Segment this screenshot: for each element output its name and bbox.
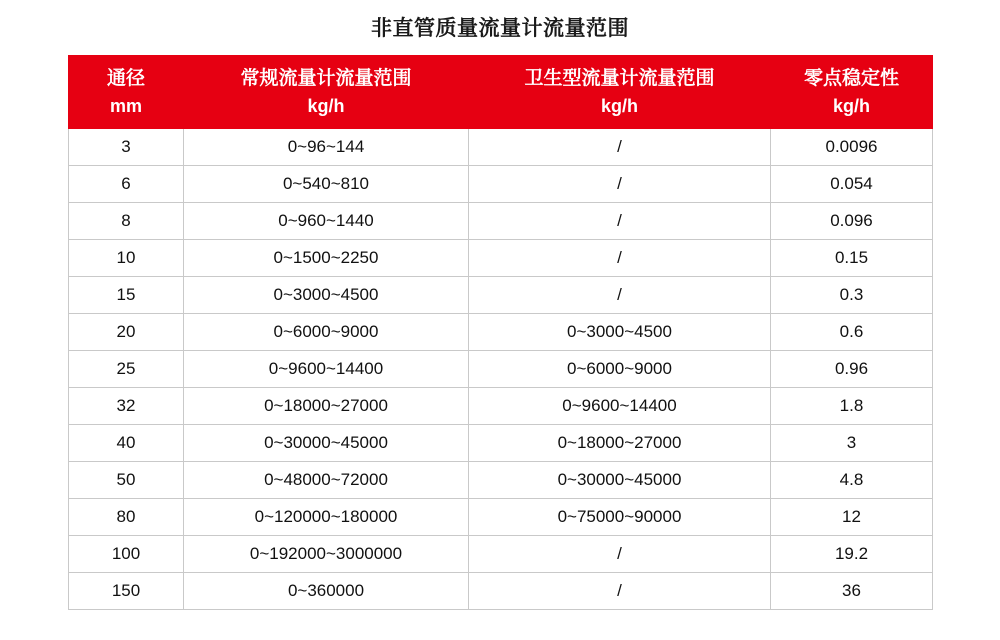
- table-header: [69, 56, 933, 129]
- table-row: [69, 498, 933, 535]
- cell-sanitary-range: /: [469, 202, 771, 239]
- cell-sanitary-range: /: [469, 276, 771, 313]
- cell-sanitary-range: 0~9600~14400: [469, 387, 771, 424]
- cell-sanitary-range: 0~18000~27000: [469, 424, 771, 461]
- table-row: [69, 350, 933, 387]
- table-row: [69, 424, 933, 461]
- cell-zero-stability: 0.096: [771, 202, 933, 239]
- cell-zero-stability: 12: [771, 498, 933, 535]
- header-label: 零点稳定性: [803, 68, 899, 89]
- cell-standard-range: 0~120000~180000: [184, 498, 469, 535]
- cell-standard-range: 0~9600~14400: [184, 350, 469, 387]
- cell-zero-stability: 0.15: [771, 239, 933, 276]
- table-row: [69, 239, 933, 276]
- cell-diameter: 10: [69, 239, 184, 276]
- cell-standard-range: 0~30000~45000: [184, 424, 469, 461]
- cell-diameter: 20: [69, 313, 184, 350]
- table-row: [69, 572, 933, 609]
- flow-range-table: [68, 55, 933, 610]
- header-unit: kg/h: [832, 95, 870, 116]
- cell-zero-stability: 19.2: [771, 535, 933, 572]
- cell-standard-range: 0~192000~3000000: [184, 535, 469, 572]
- cell-zero-stability: 0.0096: [771, 128, 933, 165]
- cell-diameter: 6: [69, 165, 184, 202]
- cell-sanitary-range: /: [469, 572, 771, 609]
- cell-diameter: 3: [69, 128, 184, 165]
- table-row: [69, 276, 933, 313]
- cell-diameter: 15: [69, 276, 184, 313]
- header-label: 通径: [106, 68, 145, 89]
- cell-diameter: 40: [69, 424, 184, 461]
- column-header-standard-range: [184, 56, 469, 129]
- cell-zero-stability: 0.6: [771, 313, 933, 350]
- column-header-sanitary-range: [469, 56, 771, 129]
- cell-zero-stability: 4.8: [771, 461, 933, 498]
- table-row: [69, 387, 933, 424]
- table-row: [69, 128, 933, 165]
- cell-standard-range: 0~96~144: [184, 128, 469, 165]
- cell-diameter: 80: [69, 498, 184, 535]
- header-unit: mm: [109, 95, 142, 116]
- cell-standard-range: 0~3000~4500: [184, 276, 469, 313]
- cell-diameter: 32: [69, 387, 184, 424]
- cell-sanitary-range: 0~75000~90000: [469, 498, 771, 535]
- page-title: 非直管质量流量计流量范围: [371, 17, 629, 40]
- cell-sanitary-range: 0~6000~9000: [469, 350, 771, 387]
- column-header-zero-stability: [771, 56, 933, 129]
- cell-zero-stability: 3: [771, 424, 933, 461]
- header-unit: kg/h: [307, 95, 345, 116]
- cell-standard-range: 0~360000: [184, 572, 469, 609]
- cell-standard-range: 0~960~1440: [184, 202, 469, 239]
- table-body: [69, 128, 933, 609]
- cell-zero-stability: 0.054: [771, 165, 933, 202]
- header-label: 卫生型流量计流量范围: [524, 68, 715, 89]
- cell-zero-stability: 0.96: [771, 350, 933, 387]
- flow-range-table-container: [68, 55, 932, 610]
- cell-sanitary-range: /: [469, 239, 771, 276]
- cell-sanitary-range: 0~3000~4500: [469, 313, 771, 350]
- cell-diameter: 100: [69, 535, 184, 572]
- cell-standard-range: 0~48000~72000: [184, 461, 469, 498]
- column-header-diameter: [69, 56, 184, 129]
- table-row: [69, 165, 933, 202]
- cell-diameter: 150: [69, 572, 184, 609]
- cell-standard-range: 0~1500~2250: [184, 239, 469, 276]
- cell-diameter: 50: [69, 461, 184, 498]
- header-row: [69, 56, 933, 129]
- cell-sanitary-range: 0~30000~45000: [469, 461, 771, 498]
- cell-zero-stability: 1.8: [771, 387, 933, 424]
- header-label: 常规流量计流量范围: [240, 68, 412, 89]
- cell-sanitary-range: /: [469, 128, 771, 165]
- table-row: [69, 461, 933, 498]
- cell-zero-stability: 36: [771, 572, 933, 609]
- cell-diameter: 25: [69, 350, 184, 387]
- cell-standard-range: 0~18000~27000: [184, 387, 469, 424]
- table-row: [69, 313, 933, 350]
- cell-zero-stability: 0.3: [771, 276, 933, 313]
- cell-sanitary-range: /: [469, 535, 771, 572]
- cell-diameter: 8: [69, 202, 184, 239]
- cell-sanitary-range: /: [469, 165, 771, 202]
- table-row: [69, 202, 933, 239]
- header-unit: kg/h: [600, 95, 638, 116]
- cell-standard-range: 0~6000~9000: [184, 313, 469, 350]
- cell-standard-range: 0~540~810: [184, 165, 469, 202]
- table-row: [69, 535, 933, 572]
